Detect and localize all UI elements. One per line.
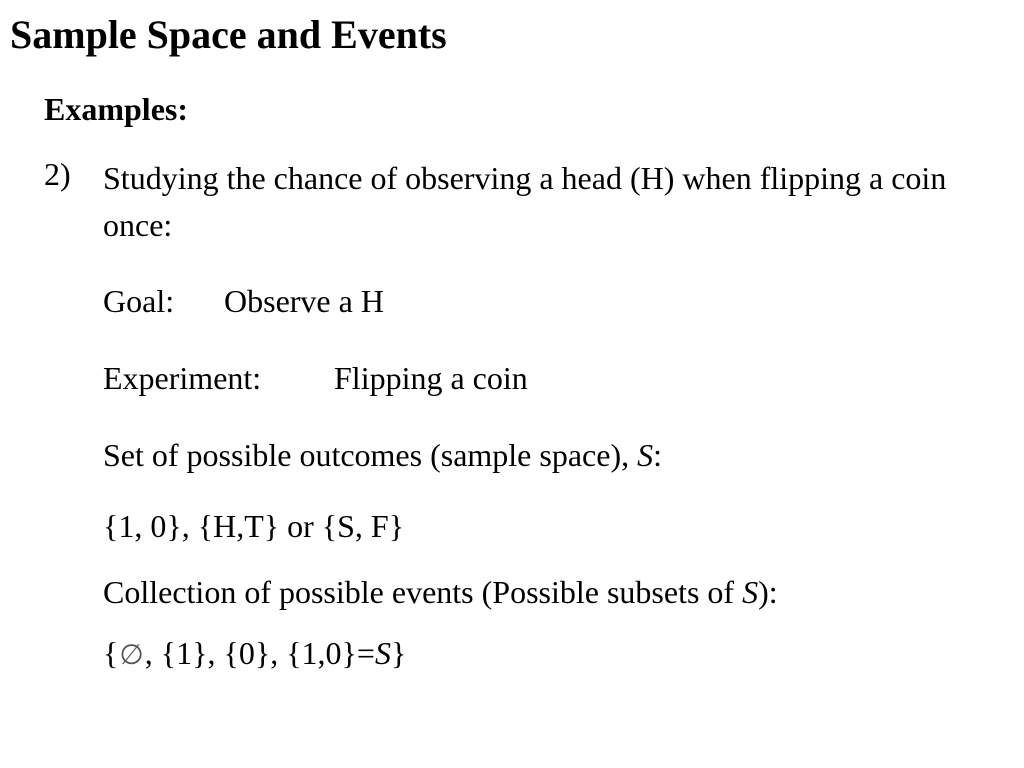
events-value-symbol: S: [374, 635, 391, 671]
events-value-middle: , {1}, {0}, {1,0}=: [144, 635, 375, 671]
sample-space-label: [103, 436, 662, 474]
events-value-open: {: [103, 635, 119, 671]
sample-space-label-suffix: :: [653, 437, 662, 473]
events-label: [103, 573, 778, 611]
experiment-row: [103, 359, 528, 397]
empty-set-icon: ∅: [119, 638, 144, 671]
events-label-symbol: S: [742, 574, 759, 610]
events-value: [103, 634, 406, 674]
slide-title: Sample Space and Events: [10, 12, 447, 57]
examples-heading: Examples:: [44, 91, 188, 127]
events-label-suffix: ):: [758, 574, 778, 610]
goal-value: Observe a H: [224, 283, 384, 319]
events-label-prefix: Collection of possible events (Possible subsets of: [103, 574, 743, 610]
sample-space-label-prefix: Set of possible outcomes (sample space),: [103, 437, 638, 473]
goal-label: Goal:: [103, 283, 175, 319]
sample-space-symbol: S: [637, 437, 654, 473]
experiment-value: Flipping a coin: [334, 360, 528, 396]
item-text: Studying the chance of observing a head (H) when flipping a coin once:: [103, 160, 947, 243]
sample-space-value: {1, 0}, {H,T} or {S, F}: [103, 508, 405, 544]
item-number: 2): [44, 156, 71, 192]
goal-row: [103, 282, 384, 320]
events-value-close: }: [390, 635, 407, 671]
experiment-label: Experiment:: [103, 360, 262, 396]
